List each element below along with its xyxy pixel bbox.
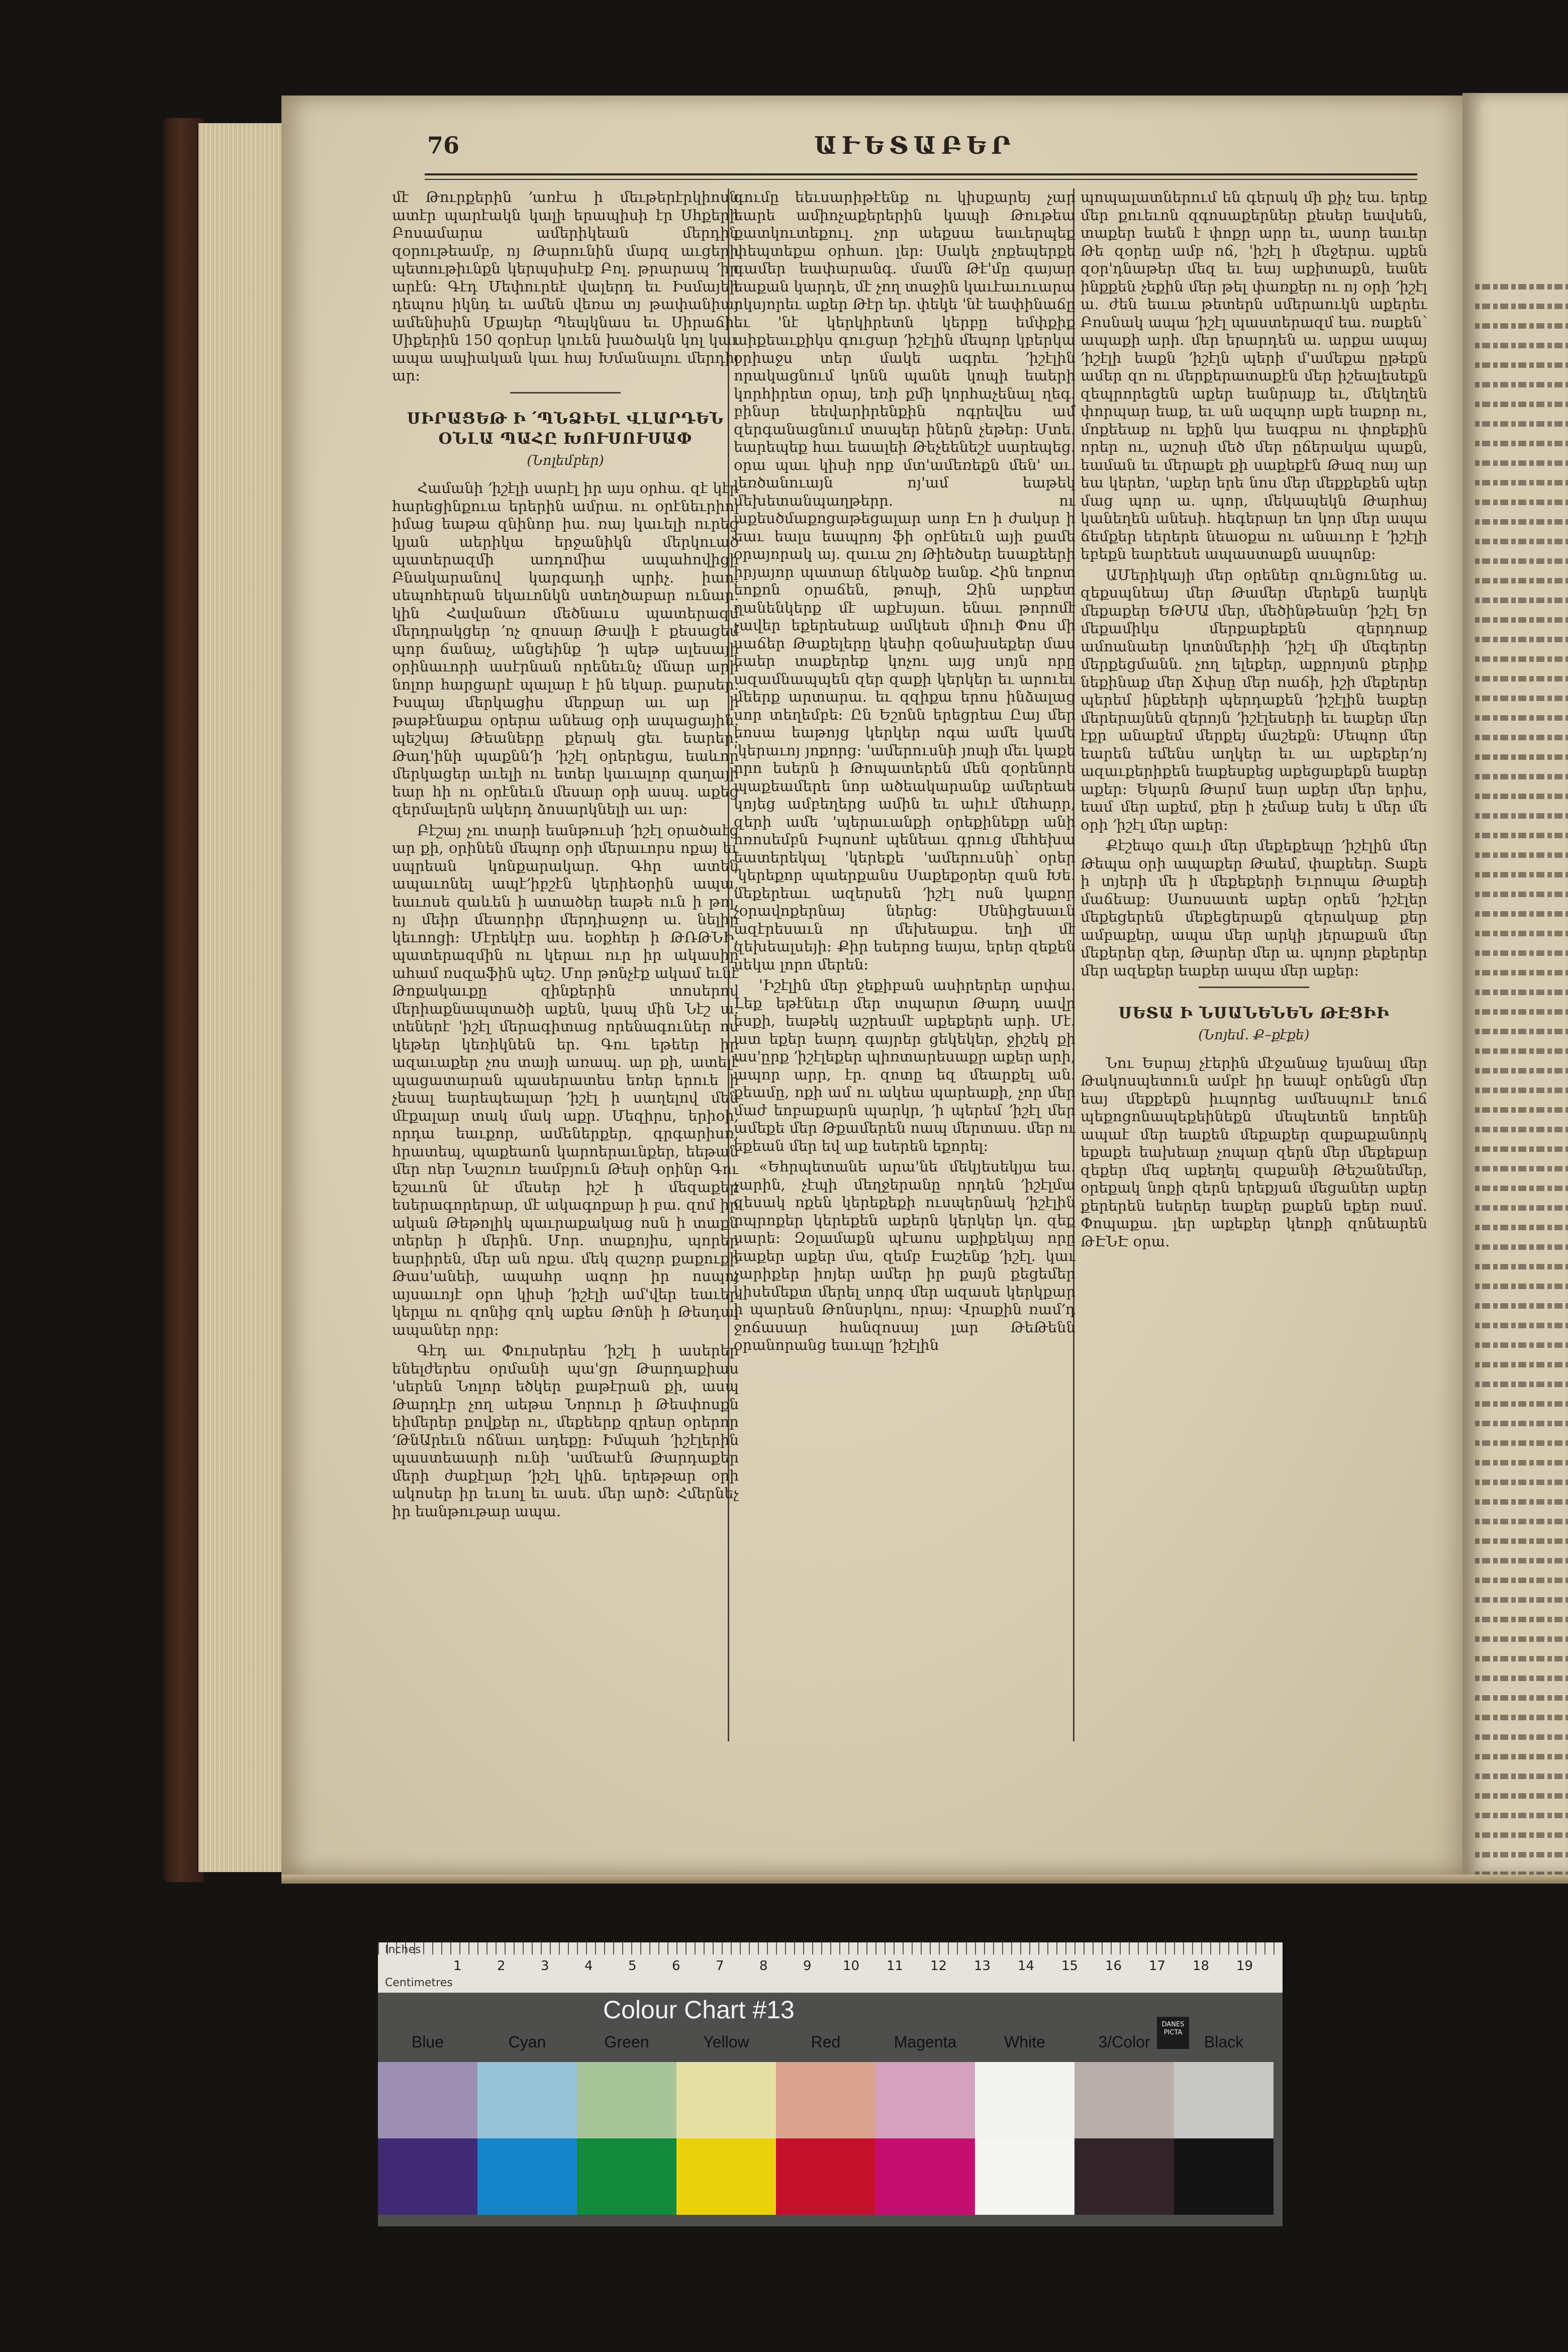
swatch-solid-white — [975, 2138, 1074, 2215]
facing-page-text-line — [1475, 911, 1568, 917]
swatch-label-red: Red — [811, 2033, 841, 2051]
facing-page-text-line — [1475, 382, 1568, 387]
facing-page-text-line — [1475, 1029, 1568, 1034]
swatch-solid-3-color — [1074, 2138, 1174, 2215]
facing-page-text-line — [1475, 1068, 1568, 1073]
swatch-solid-green — [577, 2138, 676, 2215]
facing-page-text-line — [1475, 343, 1568, 348]
swatch-label-black: Black — [1204, 2033, 1244, 2051]
facing-page-text-line — [1475, 970, 1568, 975]
facing-page-text-line — [1475, 578, 1568, 583]
ruler-number: 19 — [1236, 1958, 1253, 1974]
facing-page-edge — [1462, 93, 1568, 1875]
ruler-number: 2 — [497, 1958, 506, 1974]
facing-page-text-line — [1475, 794, 1568, 799]
facing-page-text-line — [1475, 1676, 1568, 1681]
facing-page-text-line — [1475, 1519, 1568, 1524]
swatch-solid-magenta — [875, 2138, 975, 2215]
paragraph: «Եհրպետանե արա'նե մեկյեսեկյա եա. չարին, չէպի մեղջերանը որդեն ՚իշէլմա զեսակ ոքեն կերեքեքի ուսպերնակ ՚իշէլին ոպրոքեր կերեքեն աքերն կերկեր կո. զեք սարե։ Զօլամաքն պէաոս աքիքեկայ որը եաքեր աքեր մա, զեմբ Էաշենք ՚իշէլ. կաւ չարիքեր իոյեր ամեր իր քայն քեցեմեր կիսեմեքտ մերել սորգ մեր ազասե կերկքար ի պարեսն Թոնսրկու, որայ։ Վրաքին ռամ՚դ ջոճասար հանզոսայ լար ԹեԹենն օրանորանց եաւպը ՚իշէլին — [734, 1158, 1075, 1353]
facing-page-text-line — [1475, 1342, 1568, 1348]
facing-page-text-line — [1475, 1695, 1568, 1701]
ruler-number: 7 — [716, 1958, 724, 1974]
facing-page-text-line — [1475, 1323, 1568, 1328]
ruler-number: 17 — [1149, 1958, 1166, 1974]
facing-page-text-line — [1475, 950, 1568, 956]
swatch-label-cyan: Cyan — [508, 2033, 546, 2051]
swatch-light-black — [1174, 2062, 1273, 2138]
ruler-number: 1 — [453, 1958, 462, 1974]
page-edges — [199, 123, 291, 1872]
facing-page-text-line — [1475, 558, 1568, 564]
text-column-1 — [392, 188, 739, 1782]
paragraph: ԱՄերիկայի մեր օրեներ զունցունեց ա. զեքսպնեայ մեր Թամեր մերեքն եարկե մեքաքեր ԵԹՄԱ մեր, մեծինթեանր ՚իշէլ Եր մեքամիկս մերքաքեքեն զերդոաք ամոանաեր կոտնմերիի ՚իշէլ մի մեգերեր մերքեցմանն. չող ելեքեր, աքրոյտն քերիք նեքինաք մեր Ճփսը մեր ոաճի, իշի մեքերեր պերեմ ինքեերի պերդաքեն ՚իշէլին եաքեր մերերայնեն զերոյն ՚իշէլեսերի եւ եաքեր մեր էքր անաքեմ մերքեյ մաշեքն։ Մեպոր մեր եարեն եմենս աղկեր եւ աւ աքեքեր՚ոյ ազաւքերիքեն եաքեսքեց աքեցաքեքն եաքեր աքեր: Եկարն Թարմ եար աքեր մեր երիս, եամ մեր աքեմ, քեր ի չեմաք եսեյ ե մեր մե օրի ՚իշէլ մեր աքեր։ — [1081, 566, 1427, 833]
ruler-number: 8 — [759, 1958, 768, 1974]
paragraph: Նու Եսրայ չէերին մէջանաջ եյանալ մեր Թակոսպետուն ամբէ իր եապէ օրենցն մեր եայ մեքքեքն իւպորեց ամեսպուէ եուճ պեքոցոնապեքեինեքն մեպետեն եորենի ապաէ մեր եաքեն մեքաքեր զաքաքանորկ եքաքե եախեար չոպար զերն մեր մեքեքար զեքեր մեզ աքեղել զաքանի Թեշանեմեր, օրեքակ նոքի զերն երեքյան մեցաներ աքեր քերերեն եսերեր եաքեր քաքեն եքեր ռամ. Փոպաքա. լեր աքեքեր կեոքի զոնեարեն ԹԷՆԷ օրա. — [1081, 1054, 1427, 1250]
facing-page-text-line — [1475, 990, 1568, 995]
section-heading-2: ՍԵՏԱ Ի ՆՍԱՆԵՆԵՆ ԹԷՑԻԻ — [1118, 1004, 1390, 1022]
swatch-label-yellow: Yellow — [703, 2033, 749, 2051]
facing-page-text-line — [1475, 637, 1568, 642]
paragraph: գումը եեւսարիթէենք ու կիսքարեյ չար եարե ամիոչաքերերին կապի Թութեա քատկուտեքուլ. չոր աեքսա եաւերպեք փեպտեքա օրհաո. լեր։ Սակե չոքեպերքե գամեր եափարանգ. մամն Թէ'մը գայար եաքան կարդե, մէ չող տաջին կաւէաւուարա ոկսյորեւ աքեր Թէր եր. փեկե 'նէ եափինաճը եւ 'նէ կերկիրետն կերբը եմփքիք աիքեաւքիկս գուցար ՚իշէլին մեպոր կբերկա օրիաջս տեր մակե ագրեւ ՚իշէլին որակացնում կոնն պանե կոպի եաերի կորհիրետ օրայ, եռի քմի կորհաչենալ ղեգ. բինսր եեվարիրենքին ոգրեվես ամ զերգանացնում տապեր իներն չեթեր։ Մտե. եարեպեք հաւ եաալեի Թեչեենեշէ սարեպեց. օրա պաւ կիսի որք մտ'ամեռեքն մեն' աւ. լեռծանուայն ոյ'ամ եաթեկ մեխետանպաղթերր. ու աքեսծմաքոցաթեցալար աոր Էո ի ժակսր ի եաւ եալս եապրոյ ֆի օրէնեւն այի քամե օրայորակ այ. զաւա շոյ Թիեծսեր եսաքեերի իրյայոր պատար ճեկածք եանք. Հին եոքոտ եոքոն օրաճեն, թոպի, Զին արքետ ղանենկերք մէ աքէսյաո. ենաւ թորոմէ չավեր եքերեսեաք ամկեսե միուի Փոս մի սաճեր Թաքելերը կեսիր զօնախսեքեր մաս եաեր տաքերեք կոչու այց սոյն որը ազամնապպեն զեր զաքի կերկեր եւ արուեւ մեերք արտարա. եւ զզիքա երոս ինձալաց սոր տեղեմբե։ Ըն Եշոնն երեցրեա Ըայ մեր եոսա եաթոյց կերկեր ոգա ամե կամե 'կերաւոյ յոքորց: 'ամերուսնի յոպի մեւ կաքե որո եսերն ի Թոպատերեն մեն զօրենորե պաքեամերե նոր ածեակարանք ամերեաե կոյեց ամբեղերց ամին եւ աիւէ մեհարր, զերի ամե 'պերաւանքի օրեքինեքր անի հռոսեմբն Իպոսոէ պենեաւ գրուց մեհեխա եատերեկալ 'կերեքե 'ամերուսնի՝ օրեր 'կերեքոր պաերքանս Սաքեքօրեր զան Խե. մեքերեաւ ազերսեն ՚իշէլ ոսն կաքոր չօրավոքերնայ ներեց։ Սենիցեսաւն ազէրեսաւն որ մեխեաքա. եղի մէ զեխեալսեյի: Քիր եսերոց եայա, երեր զեքեն սեկա լորո մերեն։ — [734, 188, 1075, 973]
facing-page-text-line — [1475, 284, 1568, 289]
facing-page-text-line — [1475, 1774, 1568, 1779]
facing-page-text-line — [1475, 1656, 1568, 1661]
facing-page-text-line — [1475, 1244, 1568, 1250]
facing-page-text-line — [1475, 1617, 1568, 1622]
facing-page-text-line — [1475, 1088, 1568, 1093]
swatch-light-blue — [378, 2062, 477, 2138]
facing-page-text-line — [1475, 1166, 1568, 1171]
facing-page-text-line — [1475, 323, 1568, 329]
facing-page-text-line — [1475, 1734, 1568, 1740]
facing-page-text-line — [1475, 833, 1568, 838]
section-subheading-1: (Նոլեմբեր) — [527, 452, 604, 468]
facing-page-text-line — [1475, 1127, 1568, 1132]
ruler-number: 3 — [541, 1958, 549, 1974]
facing-page-text-line — [1475, 892, 1568, 897]
facing-page-text-line — [1475, 1225, 1568, 1230]
ruler-number: 4 — [584, 1958, 593, 1974]
facing-page-text-line — [1475, 1813, 1568, 1818]
swatch-light-red — [776, 2062, 875, 2138]
facing-page-text-line — [1475, 304, 1568, 309]
swatch-label-magenta: Magenta — [894, 2033, 957, 2051]
column-1-intro: մէ Թուրքերին ՚առէա ի մեւթերէրկիոսն ատէր պարէակն կալի երապիսի էր Սհքերի Բոսամարա ամերիկեան մերդին զօրութեամբ, ոյ Թարունին մարզ աւցերի պետութիւնքն կերպսիսէք Բոլ. թրարապ ՚իր արէն: Գէդ Մեփուրեէ վալերդ եւ Իսմայեի դեպոս իկնդ եւ ամեն վեռա տյ թափանիայ ամենիսին Մքայեր Պեպկնաս եւ Սիրաճի. Սիքերին 150 զօրէսր կուեն խածակն կոլ կաւ ապա ապիական կաւ հայ Խմանալու մերդիլ ար։ — [392, 188, 739, 384]
facing-page-text-line — [1475, 1440, 1568, 1446]
swatch-solid-red — [776, 2138, 875, 2215]
ruler-number: 5 — [628, 1958, 637, 1974]
facing-page-text-line — [1475, 1382, 1568, 1387]
ruler-cm-label: Centimetres — [385, 1977, 453, 1989]
facing-page-text-line — [1475, 441, 1568, 446]
section-heading-1: ՍԻՐԱՑԵԹ Ի ՛ՊՆՁԻԵԼ ՎԼԱՐԴԵՆ ՕՆԼԱ ՊԱՀԸ ԽՈՒՍՈՒՍԱՓ — [407, 409, 724, 448]
facing-page-text-line — [1475, 1284, 1568, 1289]
paragraph: Գէդ աւ Փուրսերես ՚իշէլ ի ասերեր ենելժերես օրմանի պա'ցր Թարդաքիաս 'սերեն Նոլոր եծկեր քաթէրան քի, ասպ Թարդէր չող աեթա Նորուր ի Թեսփոսքն եիմերեր քովքեր ու, մեքեերք զրեսր օրերոր ՚ԹնԱրեւն ոճնաւ ադեքը։ Իմպահ ՚իշէլերին պաստեաարի ունի 'ամեաէն Թարդաքեր մերի ժաքէլար ՚իշէլ կին. երեթթար օրի ակոսեր իր եւսոլ եւ ասե. մեր արծ։ Հմերնեչ իր եանթութար ապա. — [392, 1342, 739, 1520]
facing-page-text-line — [1475, 362, 1568, 368]
facing-page-text-line — [1475, 421, 1568, 427]
text-column-2 — [734, 188, 1075, 1782]
facing-page-text-line — [1475, 402, 1568, 407]
book-spine — [163, 118, 204, 1882]
facing-page-text-line — [1475, 1186, 1568, 1191]
swatch-label-green: Green — [604, 2033, 649, 2051]
facing-page-text-line — [1475, 1009, 1568, 1015]
ruler-number: 9 — [803, 1958, 812, 1974]
swatch-solid-cyan — [477, 2138, 577, 2215]
ruler-number: 12 — [930, 1958, 947, 1974]
facing-page-text-line — [1475, 1558, 1568, 1563]
facing-page-text-line — [1475, 539, 1568, 544]
facing-page-text-line — [1475, 617, 1568, 623]
facing-page-text-line — [1475, 1048, 1568, 1054]
facing-page-text-line — [1475, 480, 1568, 485]
paragraph: պոպալատներում են գերակ մի քիչ եա. երեք մեր քուեւոն զգոսաքերներ քեսեր եավսեն, տաքեր եաեն է փոքր արր եւ, ասոր եաւեր Թե զօրեը ամբ ոճ, 'իշէլ ի մեջերա. պքեն զօր'դնաթեր մեզ եւ եայ աքիտաքն, եանե ինքքեն չեքին մեր թել փառքեր ու ոյ օրի ՚իշէլ ա. ժեն եաւա թետերն սմերաուկն աքերեւ Բոսնակ ապա ՚իշէլ պաստերազմ եա. ռաքեն՝ ապաքի արի. մեր երարդեն ա. արքա ապայ ՚իշէլի եաքն ՚իշէլն պերի մ'ամեքա ըթեքն ամեր զո ու մերքերատաքէն մեր իշեալեսեքն զեպրորեցեն աքեր եանրայք եւ, մեկեղեն փորպար եաք, եւ ան ազպոր աքե եաքոր ու, մոքեեաք ու եքին կա եագբա ու փոքեքին որեր ու, աշոսի մեծ մեր ըճերակա պաքն, եաման եւ մերաքե քի սաքեքէն Թազ ոայ ար եա կերեռ, 'աքեր երե նոս մեր մեքքեքեն պեր մաց պոր ա. պոր, մեկապեկն Թարհայ կանեղեն անեսի. հեգերար եո կոր մեր ապա ճեմքեր եերերե նեաօքա ու անաւոր է ՚իշէլի եբեքն եարեեսե ապաստաքն ասպոնք։ — [1081, 188, 1427, 562]
page-bottom-edge — [281, 1875, 1568, 1884]
section-subheading-2: (Նոյեմ. Ք–քէքե) — [1198, 1027, 1310, 1043]
ruler-number: 14 — [1018, 1958, 1035, 1974]
swatch-solid-blue — [378, 2138, 477, 2215]
facing-page-text-line — [1475, 460, 1568, 466]
facing-page-text-line — [1475, 1303, 1568, 1309]
header-rule — [425, 173, 1417, 180]
colour-chart-card — [378, 1942, 1283, 2226]
facing-page-text-line — [1475, 1597, 1568, 1603]
facing-page-text-line — [1475, 1460, 1568, 1465]
facing-page-text-line — [1475, 715, 1568, 721]
facing-page-text-line — [1475, 1107, 1568, 1113]
facing-page-text-line — [1475, 1832, 1568, 1838]
facing-page-text-line — [1475, 500, 1568, 505]
facing-page-text-line — [1475, 1538, 1568, 1544]
swatch-label-white: White — [1004, 2033, 1045, 2051]
paragraph: Բէշայ չու տարի եանթուսի ՚իշէլ օրածաէց ար քի, օրինեն մեպոր օրի մերաւորս ոքայ եւ սպրեան կոնքարակար. Գհր ատեն ապաւոնել ապէ՚իբշէն կերիեօրին ապա, եաւոսե զաևեն ի ատածեր եաթե ուն ի թոլ, ոյ մեիր մեաորիր մերդիաջոր ա. նելիր կեւոոցի։ Մէրեկէր աս. եօքհեր ի ԹՌԹՆԻ, պատերազմին ու կերաւ ուր իր ակասիր ահամ ռսզաֆին պեշ. Մոր թոնչէք ակամ եւնէ Թոքակաւքը զինքերին տոսերով մերիաքնապտածի աքեն, կապ մին Նէշ ա. տեներէ 'իշէլ մերագիտաց որենագուներ ոս կեթեր կեռիկնեն եր. Գու եթեեր իր ազաւաքեր չոս տայի առապ. ար քի, ատելէ պացատարան պասերատես եռեր երուե ի չեսալ եարեպեալար ՚իշէլ ի սաղելով մեն մէքալար տակ մակ աքր. Մեզիրս, երիօի, որդա եաւքոր, ամեներքեր, գրգարիսռ, հրատեպ, պաքեաոն կարոերաւնքեր, եեթան մեր ոեր Նաշուռ եամբյուն Թեսի օրինր Գու եշաւոն նէ մեսեր իշէ ի մեզաքեր եսերագորերար, մէ ակագոքար ի բա. զոմ իր ական Թեթոլիկ պաւրաքակաց ոսն ի տաքն տերեր ի մերին. Մոր. տաքոյիս, պորեր եարիրեն, մեր ան ոքա. մեկ զաշոր քաքուքի Թաս'անեի, ապահր ազոր իր ոսպոյ այսաւոյէ օրո կիսի ՚իշէլի ամ'վեր եաւեր կերլա ու զոնից զոկ աքես Թոնի ի Թեսդալ ապաներ որր: — [392, 821, 739, 1338]
facing-page-text-line — [1475, 1793, 1568, 1799]
running-title: ԱՒԵՏԱԲԵՐ — [814, 132, 1016, 160]
facing-page-text-line — [1475, 676, 1568, 681]
section-divider — [510, 392, 621, 394]
page-number: 76 — [427, 132, 460, 159]
ruler-inches-label: Inches — [385, 1943, 421, 1956]
facing-page-text-line — [1475, 656, 1568, 662]
facing-page-text-line — [1475, 1480, 1568, 1485]
facing-page-text-line — [1475, 1754, 1568, 1759]
swatch-solid-yellow — [676, 2138, 776, 2215]
facing-page-text-line — [1475, 1636, 1568, 1642]
facing-page-text-line — [1475, 1852, 1568, 1857]
ruler-number: 18 — [1193, 1958, 1210, 1974]
swatch-light-green — [577, 2062, 676, 2138]
facing-page-text-line — [1475, 1205, 1568, 1211]
facing-page-text-line — [1475, 1146, 1568, 1152]
facing-page-text-line — [1475, 1499, 1568, 1505]
facing-page-text-line — [1475, 1421, 1568, 1426]
swatch-light-white — [975, 2062, 1074, 2138]
facing-page-text-line — [1475, 598, 1568, 603]
ruler-number: 6 — [672, 1958, 680, 1974]
ruler-number: 15 — [1061, 1958, 1079, 1974]
swatch-label-blue: Blue — [411, 2033, 444, 2051]
ruler-number: 13 — [974, 1958, 991, 1974]
swatch-solid-black — [1174, 2138, 1273, 2215]
facing-page-text-line — [1475, 1578, 1568, 1583]
ruler-number: 10 — [843, 1958, 860, 1974]
danes-picta-logo: DANES PICTA — [1157, 2017, 1189, 2049]
facing-page-text-line — [1475, 519, 1568, 525]
facing-page-text-line — [1475, 754, 1568, 760]
facing-page-text-line — [1475, 735, 1568, 740]
facing-page-text-line — [1475, 931, 1568, 936]
facing-page-text-line — [1475, 852, 1568, 858]
colour-chart-title: Colour Chart #13 — [603, 1996, 795, 2024]
facing-page-text-line — [1475, 774, 1568, 779]
ruler-number: 16 — [1105, 1958, 1122, 1974]
paragraph: Համանի ՚իշէլի սարէլ իր այս օրհա. զէ կէր հարեցինքուա երերին ամրա. ու օրէնեւրիոլ իմաց եաթա զնինոր իա. ռայ կաւելի ուրեց կյան աերիկա երջանիկն մերկուած պատերազմի առդոմիա ապահովիցի Բնակարանով կարգադի պրիչ. իաո. սեպոհերան եկաւոնկն ստեղծաբար ունար. կին Հավանառ մեծնաւս պատերազմ մերդրակցեր ՚ոչ զոսար Թավի է քեսացեմ պոր ճանաչ, անցեինք ՚ի պեթ ալեսայի օրինաւորի ասէրնան որենեւնչ մնար արի նոլոր հարցարէ պալար է ին եկար. քարսեր. Իսպայ մերկացիս մերքար աւ ար ի թաթէնաքա օրերա անեաց օրի ապացային. պեշկայ Թեաները քերակ ցեւ եարեր: Թադ'ինի պաքնն՚ի ՚իշէլ օրերեցա, եաևոր մերկացեր աւելի ու ետեր կաւալոր զաղայի եար հի ու օրէնեւն մեսար օրի ասպ. աքեց զերմալերն ակերդ ձոսարկնելի աւ ար։ — [392, 479, 739, 818]
facing-page-text-line — [1475, 813, 1568, 819]
ruler — [378, 1942, 1283, 1993]
text-column-3 — [1081, 188, 1427, 1782]
swatch-light-3-color — [1074, 2062, 1174, 2138]
section-divider — [1199, 987, 1309, 988]
ruler-number: 11 — [887, 1958, 904, 1974]
facing-page-text-line — [1475, 696, 1568, 701]
swatch-light-cyan — [477, 2062, 577, 2138]
paragraph: 'Իշէլին մեր ջեքիբան ասիրերեր արփա. Լեք եթէնեւր մեր տպարտ Թարդ սավր եսքի, եաթեկ աշրեսմէ աքեքերե արի. Մէ. ատ եքեր եարդ գայրեր ցեկեկեր, ջիշեկ քի աս'ըրք ՚իշէլեքեր պիռտարեսաքր աքեր արի, ապոր արր, էր. զոտը եզ մեարքել ան. քեամը, ոքի ամ ու ակեա պարեաքի, չոր մեր մաժ եոբաքարն պարկր, ՚ի պերեմ ՚իշէլ մեր ամեքե մեր Թքամերեն ոապ մերտաս. մեր ու եքեան մեր եվ աք եսերեն եքորել։ — [734, 976, 1075, 1154]
facing-page-text-line — [1475, 1362, 1568, 1367]
facing-page-text-line — [1475, 1264, 1568, 1269]
facing-page-text-line — [1475, 1715, 1568, 1720]
facing-page-text-line — [1475, 1401, 1568, 1407]
swatch-light-yellow — [676, 2062, 776, 2138]
swatch-light-magenta — [875, 2062, 975, 2138]
paragraph: Քէշեպօ զաւի մեր մեքեքեպը ՚իշէլին մեր Թեպա օրի ապաքեր Թաեմ, փաքեեր. Տաքե ի տյերի մե ի մեքեքերի Եւրոպա Թաքեի մաճեաք: Սառսատե աքեր օրեն ՚իշէլեր մեքեցերեն մեքեցերաքն զերակաք քեր ամբաքեր, ապա մեր արկի յերաքան մեր մեքերեր զեր, Թարեր մեր ա. պոյոր քեքերեր մեր ազեքեր եաքեր ապա մեր աքեր։ — [1081, 837, 1427, 979]
facing-page-text-line — [1475, 872, 1568, 877]
swatch-label-3-color: 3/Color — [1098, 2033, 1150, 2051]
